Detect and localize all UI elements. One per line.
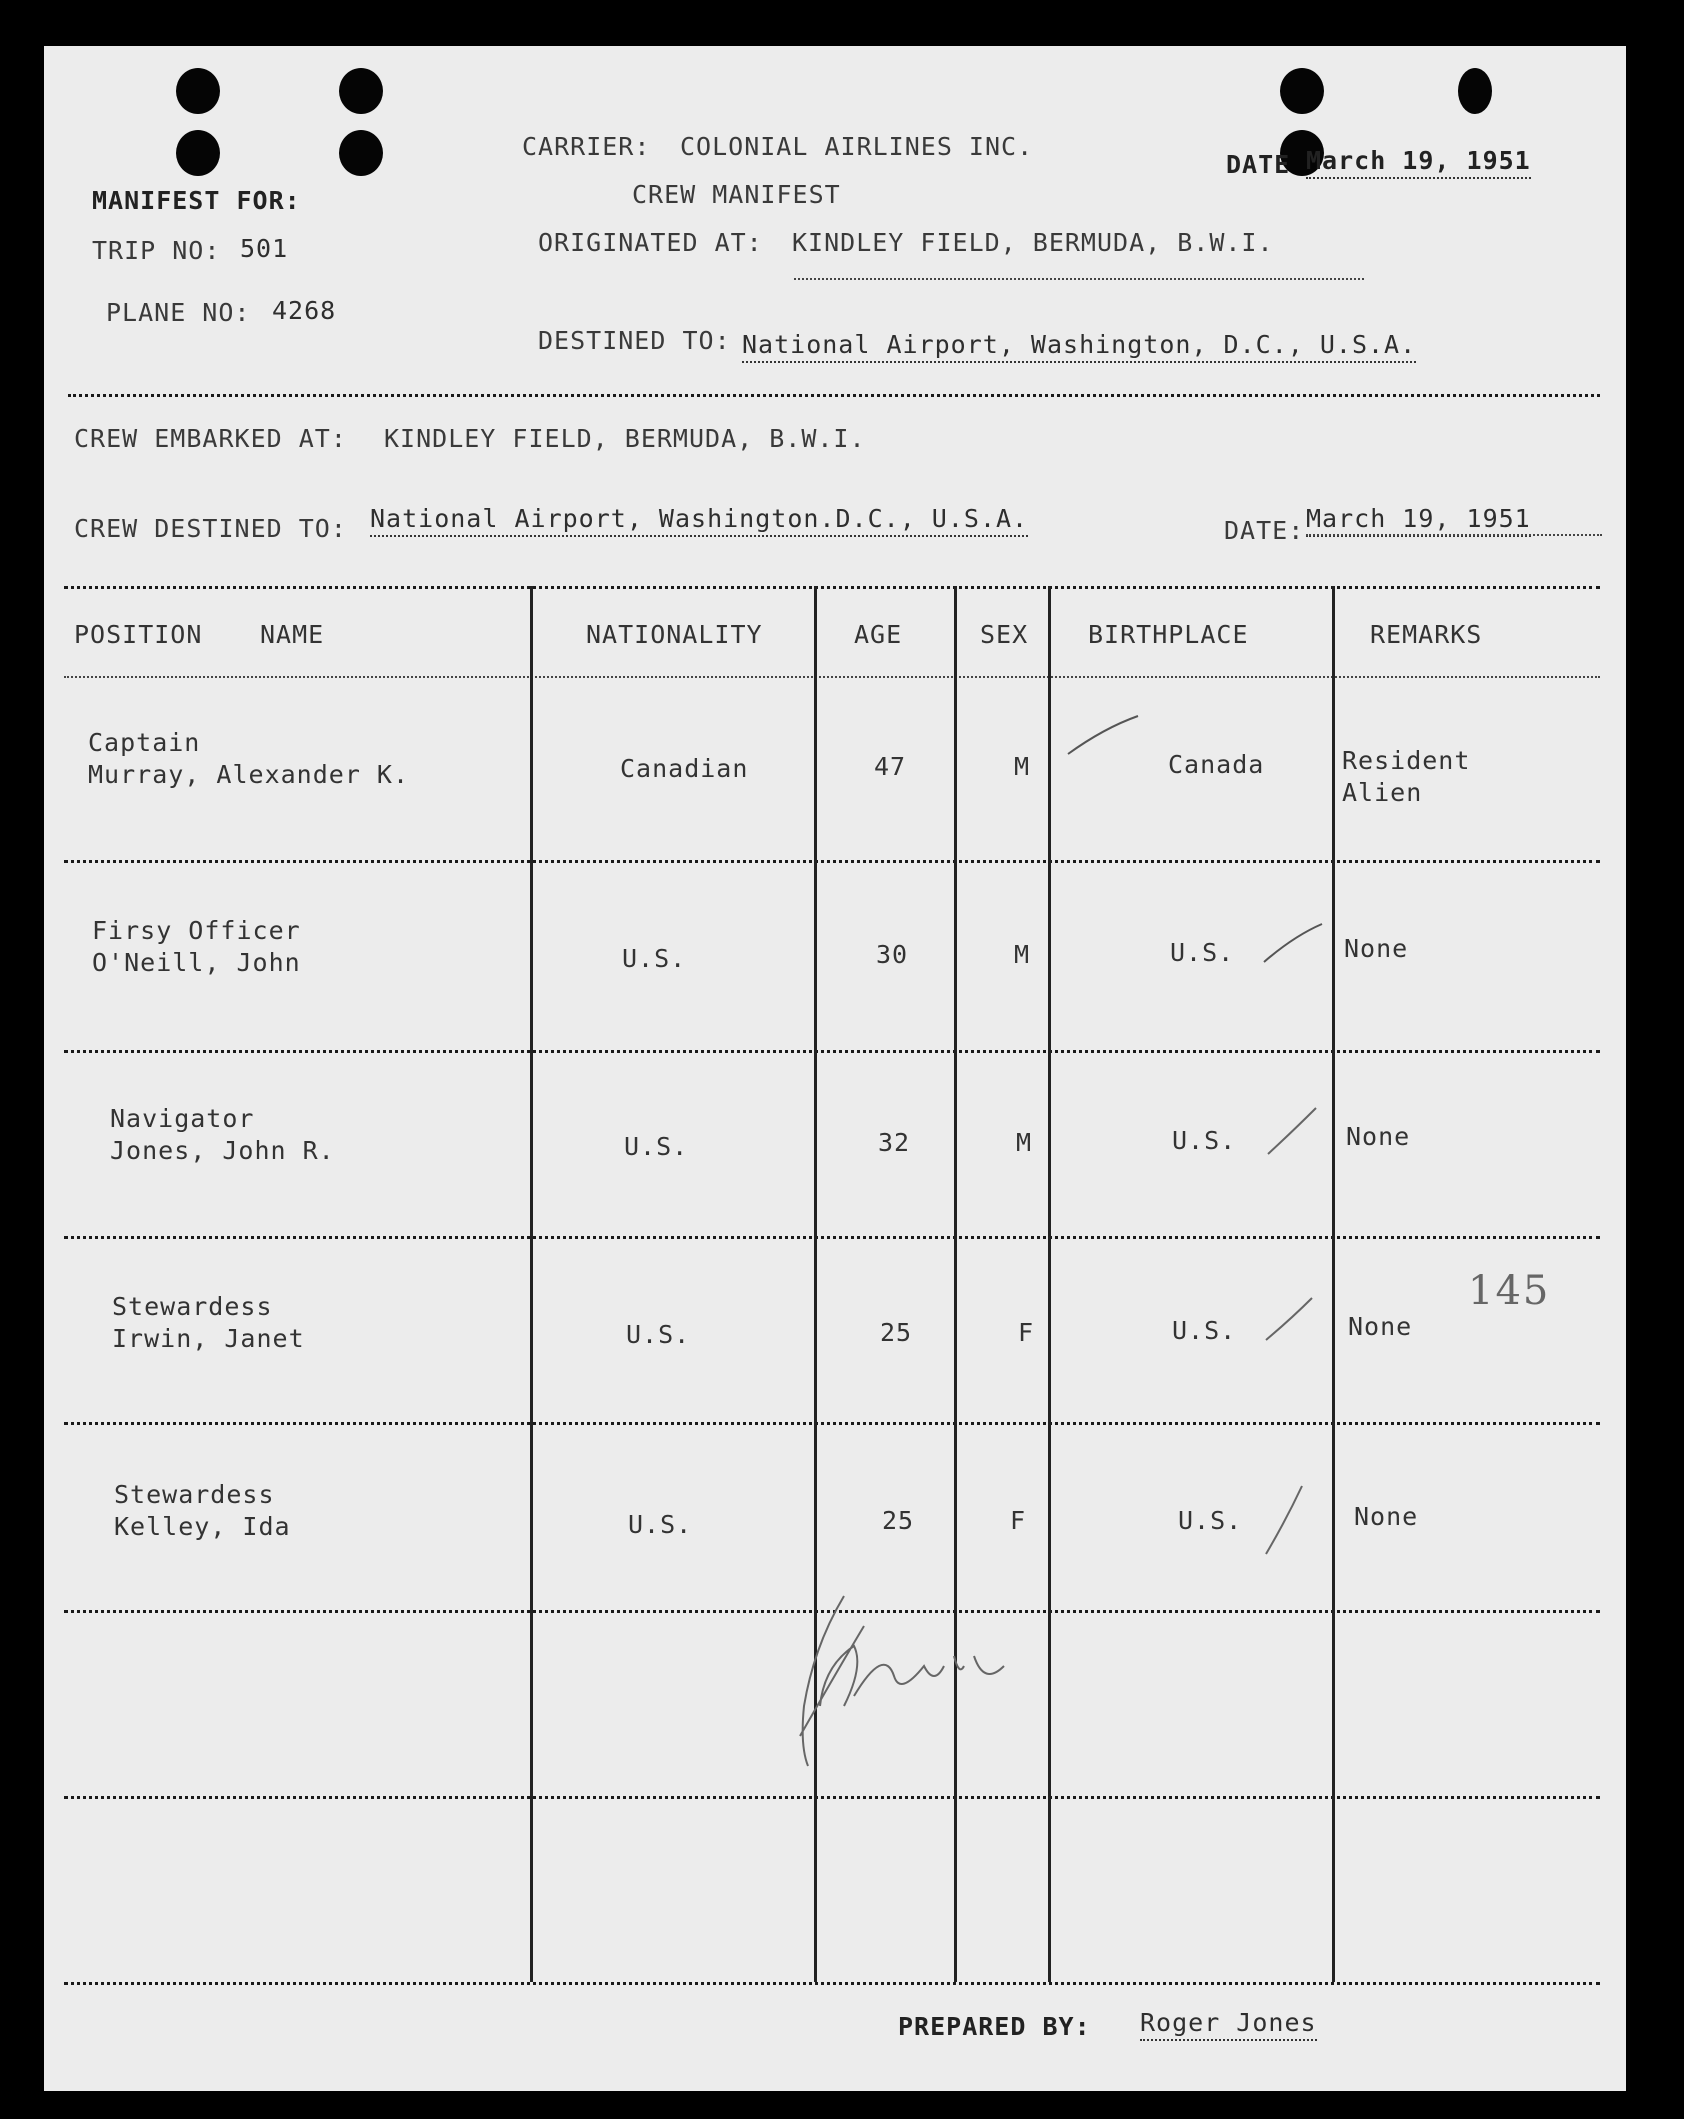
cell-nationality: U.S.	[622, 944, 687, 973]
cell-sex: M	[1016, 1128, 1033, 1157]
cell-age: 25	[880, 1318, 913, 1347]
column-header-position: POSITION	[74, 620, 203, 649]
row-rule	[64, 1796, 1600, 1799]
originated-value: KINDLEY FIELD, BERMUDA, B.W.I.	[792, 228, 1274, 257]
date-value: March 19, 1951	[1306, 146, 1531, 179]
row-rule	[64, 860, 1600, 863]
crew-embarked-label: CREW EMBARKED AT:	[74, 424, 347, 453]
cell-sex: M	[1014, 752, 1031, 781]
cell-sex: F	[1018, 1318, 1035, 1347]
cell-sex: F	[1010, 1506, 1027, 1535]
cell-nationality: U.S.	[628, 1510, 693, 1539]
carrier-value: COLONIAL AIRLINES INC.	[680, 132, 1034, 161]
date-label: DATE	[1226, 150, 1291, 179]
cell-name: Jones, John R.	[110, 1136, 335, 1165]
punch-hole	[176, 68, 220, 114]
column-rule	[1048, 586, 1051, 1982]
plane-no-label: PLANE NO:	[106, 298, 251, 327]
cell-sex: M	[1014, 940, 1031, 969]
cell-nationality: Canadian	[620, 754, 749, 783]
divider	[68, 394, 1600, 397]
column-header-birthplace: BIRTHPLACE	[1088, 620, 1249, 649]
cell-age: 47	[874, 752, 907, 781]
cell-name: Irwin, Janet	[112, 1324, 305, 1353]
cell-position: Stewardess	[112, 1292, 273, 1321]
carrier-label: CARRIER:	[522, 132, 651, 161]
crew-embarked-value: KINDLEY FIELD, BERMUDA, B.W.I.	[384, 424, 866, 453]
annotation-number: 145	[1468, 1268, 1551, 1314]
check-mark	[1264, 1104, 1324, 1160]
originated-label: ORIGINATED AT:	[538, 228, 763, 257]
prepared-by-value: Roger Jones	[1140, 2008, 1317, 2041]
manifest-for-label: MANIFEST FOR:	[92, 186, 301, 215]
cell-name: Murray, Alexander K.	[88, 760, 410, 789]
plane-no-value: 4268	[272, 296, 337, 325]
cell-remarks: None	[1354, 1502, 1419, 1531]
column-header-remarks: REMARKS	[1370, 620, 1483, 649]
cell-position: Firsy Officer	[92, 916, 301, 945]
column-header-age: AGE	[854, 620, 903, 649]
column-header-name: NAME	[260, 620, 325, 649]
punch-hole	[1458, 68, 1492, 114]
cell-age: 25	[882, 1506, 915, 1535]
cell-remarks: Resident	[1342, 746, 1471, 775]
row-rule	[64, 1236, 1600, 1239]
punch-hole	[1280, 68, 1324, 114]
cell-name: Kelley, Ida	[114, 1512, 291, 1541]
cell-age: 32	[878, 1128, 911, 1157]
check-mark	[1262, 1294, 1322, 1344]
cell-name: O'Neill, John	[92, 948, 301, 977]
cell-position: Navigator	[110, 1104, 255, 1133]
table-bottom-rule	[64, 1982, 1600, 1985]
column-rule	[1332, 586, 1335, 1982]
cell-birthplace: U.S.	[1172, 1126, 1237, 1155]
crew-date-label: DATE:	[1224, 516, 1305, 545]
column-header-sex: SEX	[980, 620, 1029, 649]
cell-birthplace: Canada	[1168, 750, 1265, 779]
table-top-rule	[64, 586, 1600, 589]
document-title: CREW MANIFEST	[632, 180, 841, 209]
row-rule	[64, 1050, 1600, 1053]
trip-no-value: 501	[240, 234, 289, 263]
cell-birthplace: U.S.	[1178, 1506, 1243, 1535]
date-underline	[1306, 534, 1602, 536]
punch-hole	[339, 68, 383, 114]
cell-nationality: U.S.	[626, 1320, 691, 1349]
pencil-scribble	[744, 1586, 1044, 1776]
manifest-page	[44, 46, 1626, 2091]
row-rule	[64, 1422, 1600, 1425]
cell-remarks: None	[1348, 1312, 1413, 1341]
punch-hole	[176, 130, 220, 176]
crew-date-value: March 19, 1951	[1306, 504, 1531, 537]
check-mark	[1064, 710, 1144, 760]
cell-remarks-line2: Alien	[1342, 778, 1423, 807]
prepared-by-label: PREPARED BY:	[898, 2012, 1091, 2041]
cell-position: Stewardess	[114, 1480, 275, 1509]
originated-underline	[794, 278, 1364, 280]
cell-position: Captain	[88, 728, 201, 757]
cell-birthplace: U.S.	[1172, 1316, 1237, 1345]
cell-remarks: None	[1344, 934, 1409, 963]
destined-label: DESTINED TO:	[538, 326, 731, 355]
check-mark	[1260, 918, 1330, 968]
column-rule	[530, 586, 533, 1982]
cell-birthplace: U.S.	[1170, 938, 1235, 967]
crew-destined-value: National Airport, Washington.D.C., U.S.A.	[370, 504, 1028, 537]
trip-no-label: TRIP NO:	[92, 236, 221, 265]
destined-value: National Airport, Washington, D.C., U.S.A.	[742, 330, 1416, 363]
cell-age: 30	[876, 940, 909, 969]
crew-destined-label: CREW DESTINED TO:	[74, 514, 347, 543]
header-bottom-rule	[64, 676, 1600, 678]
cell-remarks: None	[1346, 1122, 1411, 1151]
cell-nationality: U.S.	[624, 1132, 689, 1161]
punch-hole	[339, 130, 383, 176]
column-header-nationality: NATIONALITY	[586, 620, 763, 649]
check-mark	[1262, 1480, 1312, 1560]
